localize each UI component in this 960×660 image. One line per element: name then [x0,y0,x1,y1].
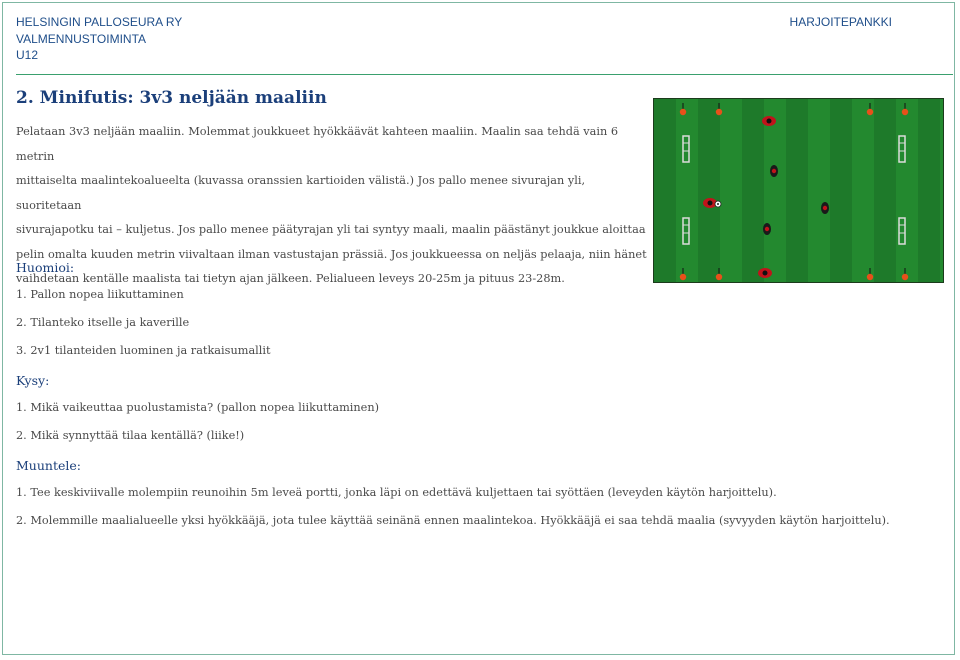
muuntele-item: 1. Tee keskiviivalle molempiin reunoihin 5m leveä portti, jonka läpi on edettävä kuljettaen tai syöttäen (leveyden käytön harjoittelu). [16,486,777,499]
description-line: sivurajapotku tai – kuljetus. Jos pallo menee päätyrajan yli tai syntyy maali, maalin päästänyt joukkue aloittaa [16,223,646,236]
drill-description [16,120,652,292]
goal-icon [683,136,689,162]
kysy-item: 1. Mikä vaikeuttaa puolustamista? (pallon nopea liikuttaminen) [16,401,380,414]
header-right: HARJOITEPANKKI [789,15,892,29]
muuntele-heading: Muuntele: [16,458,81,473]
field-diagram [653,98,944,283]
description-line: vaihdetaan kentälle maalista tai tietyn ajan jälkeen. Pelialueen leveys 20-25m ja pituus 23-28m. [16,272,565,285]
age-group: U12 [16,48,39,62]
description-line: pelin omalta kuuden metrin viivaltaan ilman vastustajan prässiä. Jos joukkueessa on neljäs pelaaja, niin hänet [16,247,647,261]
cones-bottom [680,268,908,280]
black-player-icon [770,165,778,177]
ball-icon [715,201,721,207]
huomioi-heading: Huomioi: [16,260,75,275]
red-player-icon [758,268,772,278]
cone-icon [716,268,722,280]
goal-icon [899,136,905,162]
cone-icon [902,268,908,280]
department-name: VALMENNUSTOIMINTA [16,31,147,46]
cone-icon [680,268,686,280]
header-left [16,14,182,64]
kysy-item: 2. Mikä synnyttää tilaa kentällä? (liike!) [16,429,245,442]
cones-top [680,103,908,115]
kysy-heading: Kysy: [16,373,50,388]
cone-icon [867,103,873,115]
description-line: mittaiselta maalintekoalueelta (kuvassa oranssien kartioiden välistä.) Jos pallo menee sivurajan yli, suoritetaan [16,174,586,212]
cone-icon [716,103,722,115]
goal-icon [683,218,689,244]
muuntele-item: 2. Molemmille maalialueelle yksi hyökkääjä, jota tulee käyttää seinänä ennen maalintekoa. Hyökkääjä ei saa tehdä maalia (syvyyden käytön harjoittelu). [16,514,890,527]
huomioi-item: 2. Tilanteko itselle ja kaverille [16,316,190,329]
org-name: HELSINGIN PALLOSEURA RY [16,15,183,29]
cone-icon [867,268,873,280]
huomioi-item: 3. 2v1 tilanteiden luominen ja ratkaisumallit [16,344,271,357]
black-player-icon [763,223,771,235]
drill-title: 2. Minifutis: 3v3 neljään maaliin [16,88,327,108]
header-divider [16,74,953,75]
red-player-icon [762,116,776,126]
description-line: Pelataan 3v3 neljään maaliin. Molemmat joukkueet hyökkäävät kahteen maaliin. Maalin saa tehdä vain 6 metrin [16,125,619,163]
black-player-icon [821,202,829,214]
goal-icon [899,218,905,244]
field-diagram-svg [654,99,943,282]
cone-icon [680,103,686,115]
huomioi-item: 1. Pallon nopea liikuttaminen [16,288,184,301]
cone-icon [902,103,908,115]
